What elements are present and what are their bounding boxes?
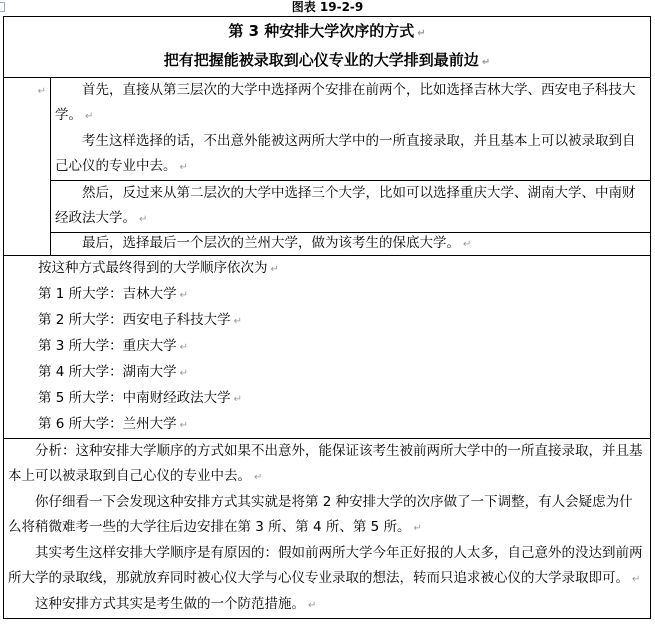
order-item-4: 第 4 所大学：湖南大学 ↵ (4, 360, 650, 386)
step-4: 最后，选择最后一个层次的兰州大学，做为该考生的保底大学。 ↵ (55, 233, 646, 255)
analysis-2: 你仔细看一下会发现这种安排方式其实就是将第 2 种安排大学的次序做了一下调整，有人会疑虑为什么将稍微难考一些的大学往后边安排在第 3 所、第 4 所、第 5 所。 ↵ (8, 490, 646, 541)
analysis-3: 其实考生这样安排大学顺序是有原因的：假如前两所大学今年正好报的人太多，自己意外的没达到前两所大学的录取线，那就放弃同时被心仪大学与心仪专业录取的想法，转而只追求被心仪的大学录取即可。 ↵ (8, 541, 646, 592)
step-cell-2 (51, 181, 651, 233)
title-line-1: 第 3 种安排大学次序的方式 ↵ (4, 18, 650, 47)
order-cell (4, 256, 651, 439)
step-3: 然后，反过来从第二层次的大学中选择三个大学，比如可以选择重庆大学、湖南大学、中南财经政法大学。 ↵ (55, 181, 646, 232)
table-anchor-icon (0, 2, 5, 12)
order-item-3: 第 3 所大学：重庆大学 ↵ (4, 334, 650, 360)
title-line-2: 把有把握能被录取到心仪专业的大学排到最前边 ↵ (4, 47, 650, 76)
empty-cell (4, 78, 51, 256)
order-item-2: 第 2 所大学：西安电子科技大学 ↵ (4, 308, 650, 334)
analysis-4: 这种安排方式其实是考生做的一个防范措施。 ↵ (8, 592, 646, 618)
order-item-6: 第 6 所大学：兰州大学 ↵ (4, 412, 650, 438)
title-cell (4, 17, 651, 78)
order-item-1: 第 1 所大学：吉林大学 ↵ (4, 282, 650, 308)
figure-caption: 图表 19-2-9 (291, 0, 364, 14)
order-item-5: 第 5 所大学：中南财经政法大学 ↵ (4, 386, 650, 412)
step-2: 考生这样选择的话，不出意外能被这两所大学中的一所直接录取，并且基本上可以被录取到自己心仪的专业中去。 ↵ (55, 129, 646, 180)
analysis-1: 分析：这种安排大学顺序的方式如果不出意外，能保证该考生被前两所大学中的一所直接录取，并且基本上可以被录取到自己心仪的专业中去。 ↵ (8, 439, 646, 490)
content-table (3, 16, 651, 619)
analysis-cell (4, 439, 651, 619)
step-cell-3 (51, 233, 651, 256)
step-1: 首先，直接从第三层次的大学中选择两个安排在前两个，比如选择吉林大学、西安电子科技大学。 ↵ (55, 78, 646, 129)
order-heading: 按这种方式最终得到的大学顺序依次为 ↵ (4, 256, 650, 282)
step-cell-1 (51, 78, 651, 181)
